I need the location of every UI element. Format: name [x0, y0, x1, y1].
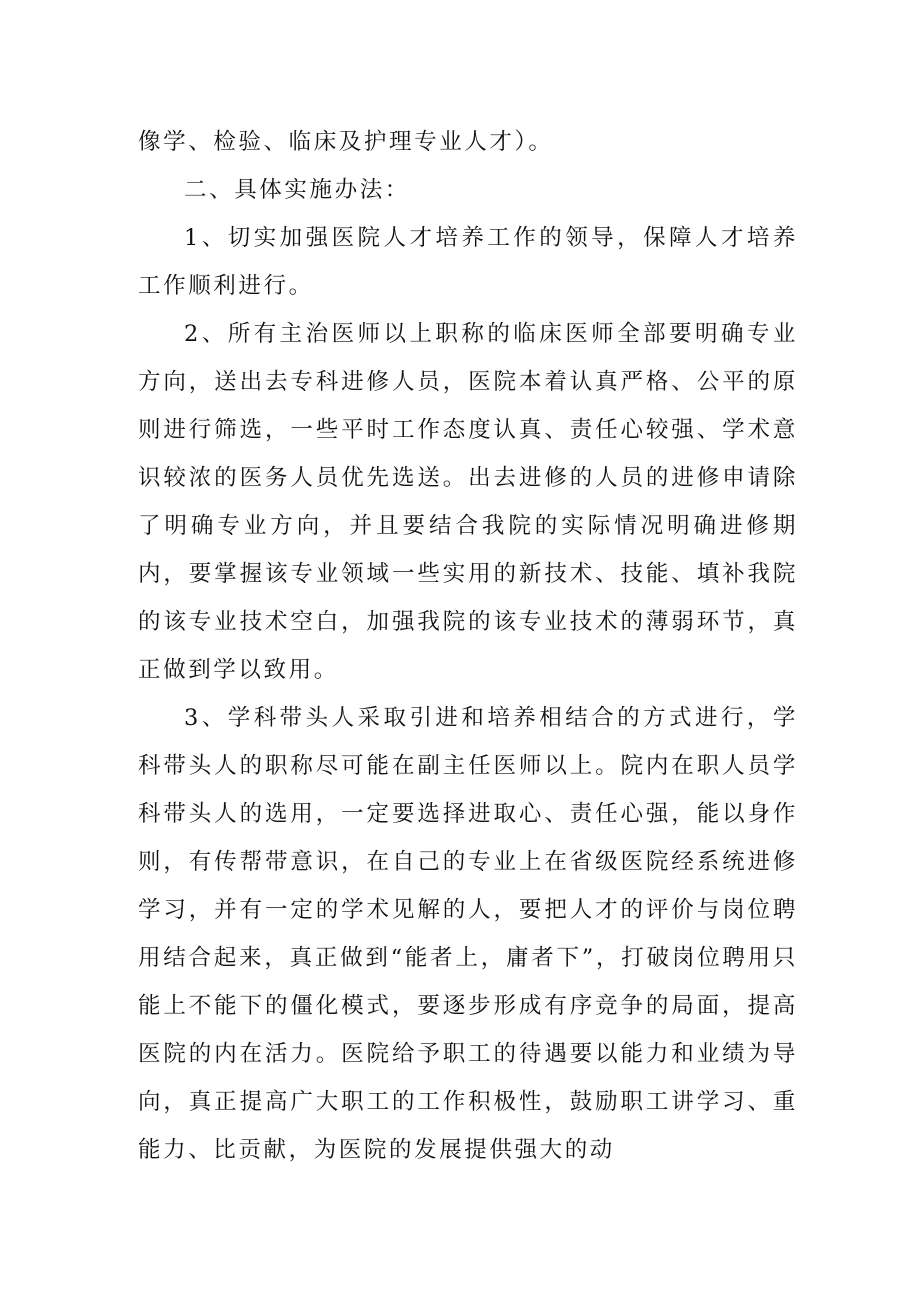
paragraph-item-3: 3、学科带头人采取引进和培养相结合的方式进行，学科带头人的职称尽可能在副主任医师以上。院内在职人员学科带头人的选用，一定要选择进取心、责任心强，能以身作则，有传帮带意识，在自己的专业上在省级医院经系统进修学习，并有一定的学术见解的人，要把人才的评价与岗位聘用结合起来，真正做到“能者上，庸者下”，打破岗位聘用只能上不能下的僵化模式，要逐步形成有序竞争的局面，提高医院的内在活力。医院给予职工的待遇要以能力和业绩为导向，真正提高广大职工的工作积极性，鼓励职工讲学习、重能力、比贡献，为医院的发展提供强大的动 [138, 705, 798, 1163]
section-heading: 二、具体实施办法： [184, 177, 410, 203]
paragraph-continuation: 像学、检验、临床及护理专业人才）。 [138, 129, 554, 155]
paragraph-item-2: 2、所有主治医师以上职称的临床医师全部要明确专业方向，送出去专科进修人员，医院本着认真严格、公平的原则进行筛选，一些平时工作态度认真、责任心较强、学术意识较浓的医务人员优先选送。出去进修的人员的进修申请除了明确专业方向，并且要结合我院的实际情况明确进修期内，要掌握该专业领域一些实用的新技术、技能、填补我院的该专业技术空白，加强我院的该专业技术的薄弱环节，真正做到学以致用。 [138, 321, 798, 683]
paragraph-item-1: 1、切实加强医院人才培养工作的领导，保障人才培养工作顺利进行。 [138, 225, 798, 299]
document-body [138, 118, 798, 1174]
